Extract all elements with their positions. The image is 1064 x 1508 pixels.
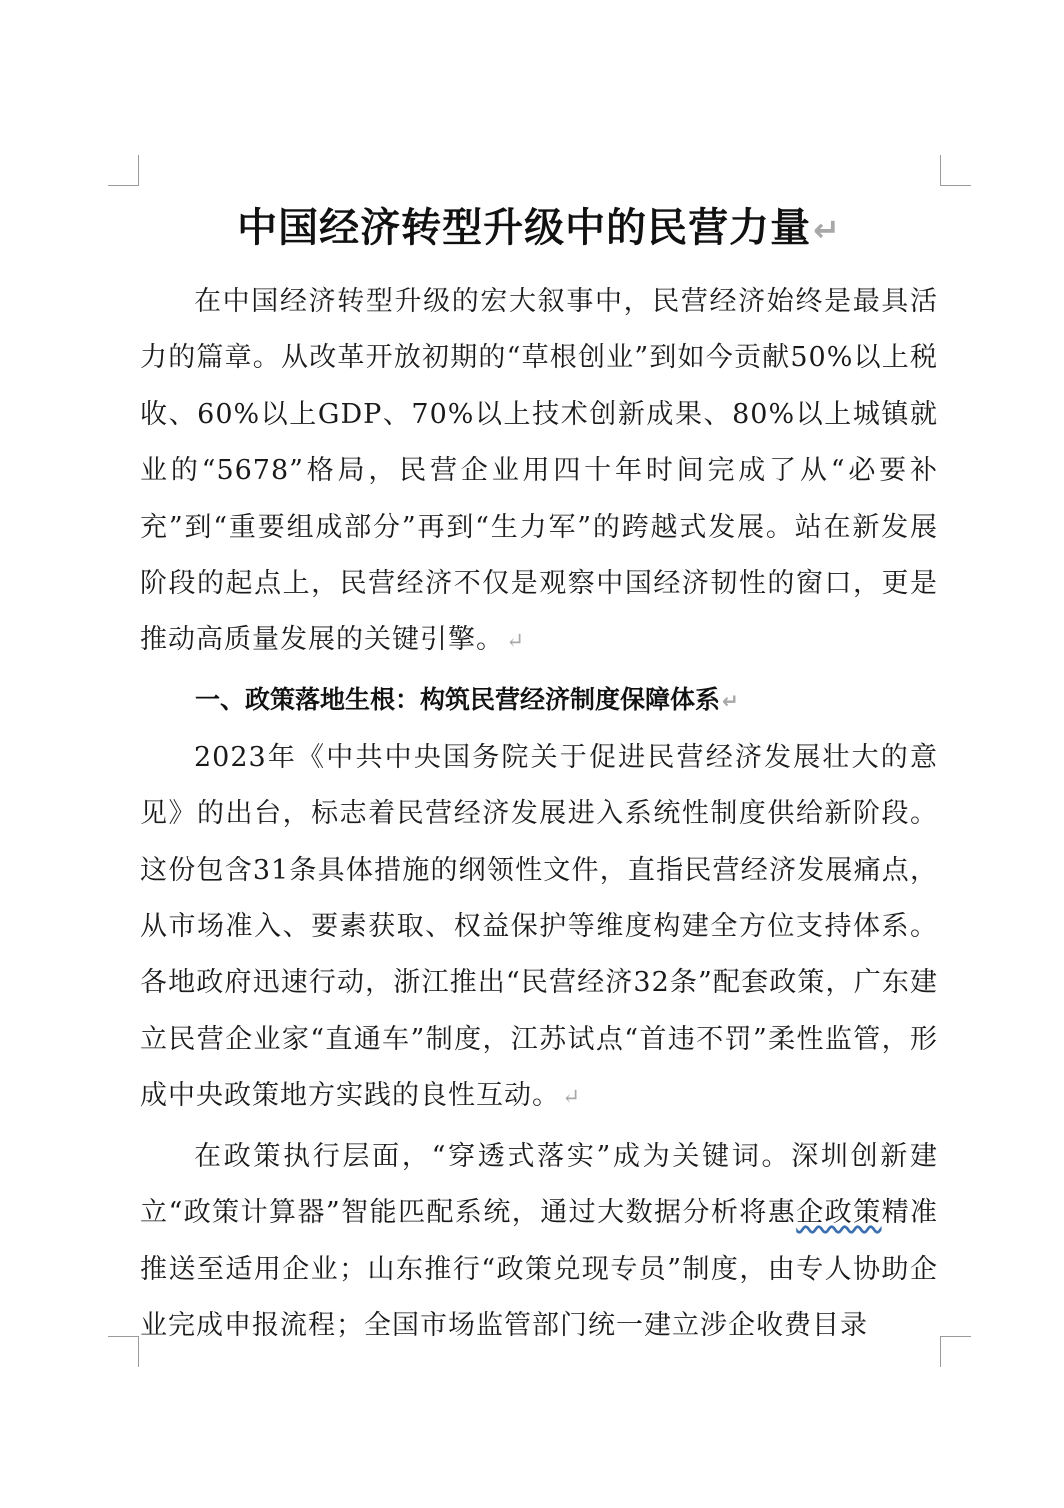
crop-mark-top-right bbox=[940, 155, 971, 186]
paragraph-mark-icon: ↵ bbox=[562, 1085, 582, 1111]
paragraph-execution bbox=[140, 1129, 938, 1355]
paragraph-policy bbox=[140, 730, 938, 1127]
document-title-text: 中国经济转型升级中的民营力量 bbox=[237, 205, 812, 251]
crop-mark-bottom-left bbox=[108, 1336, 139, 1367]
paragraph-execution-text-a: 在政策执行层面，“穿透式落实”成为关键词。深圳创新建立“政策计算器”智能匹配系统，通过大数据分析将惠 bbox=[140, 1140, 938, 1229]
crop-mark-top-left bbox=[108, 155, 139, 186]
paragraph-policy-text: 2023年《中共中央国务院关于促进民营经济发展壮大的意见》的出台，标志着民营经济发展进入系统性制度供给新阶段。这份包含31条具体措施的纲领性文件，直指民营经济发展痛点，从市场准入、要素获取、权益保护等维度构建全方位支持体系。各地政府迅速行动，浙江推出“民营经济32条”配套政策，广东建立民营企业家“直通车”制度，江苏试点“首违不罚”柔性监管，形成中央政策地方实践的良性互动。 bbox=[140, 741, 938, 1112]
paragraph-execution-text-b: 精准推送至适用企业；山东推行“政策兑现专员”制度，由专人协助企业完成申报流程；全国市场监管部门统一建立涉企收费目录 bbox=[140, 1197, 939, 1341]
paragraph-mark-icon: ↵ bbox=[722, 688, 739, 713]
section-heading-text: 一、政策落地生根：构筑民营经济制度保障体系 bbox=[195, 684, 721, 714]
paragraph-intro bbox=[140, 274, 938, 671]
spellcheck-underlined-text[interactable]: 企政策 bbox=[796, 1197, 882, 1229]
crop-mark-bottom-right bbox=[940, 1336, 971, 1367]
paragraph-mark-icon: ↵ bbox=[813, 211, 841, 249]
document-title bbox=[140, 196, 938, 260]
paragraph-intro-text: 在中国经济转型升级的宏大叙事中，民营经济始终是最具活力的篇章。从改革开放初期的“草根创业”到如今贡献50%以上税收、60%以上GDP、70%以上技术创新成果、80%以上城镇就业的“5678”格局，民营企业用四十年时间完成了从“必要补充”到“重要组成部分”再到“生力军”的跨越式发展。站在新发展阶段的起点上，民营经济不仅是观察中国经济韧性的窗口，更是推动高质量发展的关键引擎。 bbox=[140, 286, 938, 656]
section-heading bbox=[140, 671, 938, 728]
paragraph-mark-icon: ↵ bbox=[506, 629, 526, 655]
document-body[interactable] bbox=[140, 196, 938, 1354]
